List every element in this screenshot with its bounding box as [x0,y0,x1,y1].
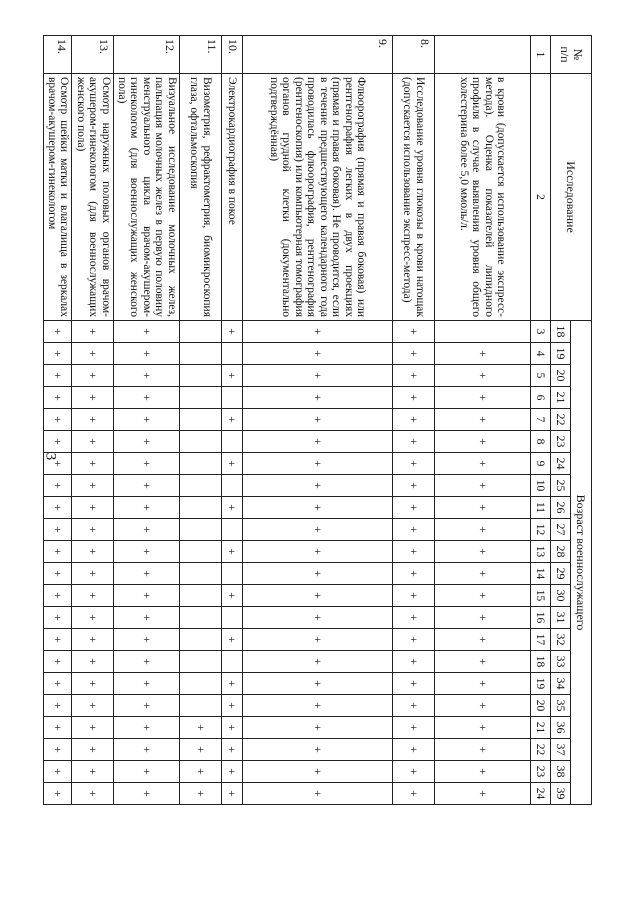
age-header: 18 [551,321,571,343]
age-mark-cell: + [114,541,180,563]
age-mark-cell: + [180,761,222,783]
age-mark-cell: + [114,409,180,431]
age-mark-cell [180,563,222,585]
age-mark-cell: + [435,343,531,365]
age-mark-cell [180,695,222,717]
age-mark-cell: + [393,497,435,519]
index-study: 2 [531,74,551,321]
age-mark-cell: + [72,409,114,431]
age-mark-cell: + [435,431,531,453]
table-row [393,36,435,805]
age-header: 20 [551,365,571,387]
age-mark-cell: + [393,431,435,453]
age-mark-cell: + [72,453,114,475]
age-mark-cell: + [72,673,114,695]
age-header: 39 [551,783,571,805]
age-mark-cell: + [435,475,531,497]
column-index: 10 [531,475,551,497]
age-mark-cell [180,585,222,607]
row-number: 12. [114,36,180,74]
study-description: Визометрия, рефрактометрия, биомикроскопия глаза, офтальмоскопия [180,74,222,321]
age-mark-cell: + [44,629,72,651]
row-number: 11. [180,36,222,74]
age-mark-cell: + [435,739,531,761]
age-mark-cell: + [393,321,435,343]
age-mark-cell: + [243,673,393,695]
age-mark-cell: + [243,343,393,365]
age-mark-cell: + [243,695,393,717]
age-header: 26 [551,497,571,519]
age-mark-cell: + [180,717,222,739]
column-index: 4 [531,343,551,365]
age-mark-cell: + [393,387,435,409]
age-header: 37 [551,739,571,761]
age-mark-cell: + [222,409,243,431]
study-description: Электрокардиография в покое [222,74,243,321]
age-mark-cell: + [435,673,531,695]
age-mark-cell: + [243,541,393,563]
age-mark-cell: + [72,343,114,365]
age-header: 31 [551,607,571,629]
age-mark-cell [435,321,531,343]
age-mark-cell: + [114,343,180,365]
age-header: 22 [551,409,571,431]
age-mark-cell: + [114,519,180,541]
age-mark-cell: + [393,651,435,673]
row-number [435,36,531,74]
age-mark-cell: + [44,717,72,739]
rotated-table-container [46,35,592,803]
age-mark-cell: + [114,629,180,651]
study-description: Визуальное исследование молочных желез, пальпация молочных желез в первую половину менструального цикла врачом-акушером-гинекологом (для военнослужащих женского пола) [114,74,180,321]
age-mark-cell: + [44,409,72,431]
column-index: 20 [531,695,551,717]
age-mark-cell: + [222,717,243,739]
study-description: Осмотр шейки матки и влагалища в зеркалах врачом-акушером-гинекологом [44,74,72,321]
age-mark-cell: + [222,453,243,475]
age-mark-cell [180,673,222,695]
age-mark-cell: + [243,321,393,343]
age-mark-cell: + [222,739,243,761]
age-mark-cell: + [44,563,72,585]
age-header: 32 [551,629,571,651]
age-mark-cell: + [243,739,393,761]
age-mark-cell: + [243,563,393,585]
age-mark-cell: + [114,497,180,519]
column-index-row [531,36,551,805]
age-mark-cell: + [44,343,72,365]
age-mark-cell: + [72,783,114,805]
age-mark-cell: + [72,563,114,585]
age-mark-cell: + [72,497,114,519]
age-mark-cell [180,365,222,387]
age-header: 35 [551,695,571,717]
column-index: 12 [531,519,551,541]
age-header: 19 [551,343,571,365]
column-index: 8 [531,431,551,453]
age-mark-cell: + [222,673,243,695]
study-description: Осмотр наружных половых органов врачом-акушером-гинекологом (для военнослужащих женского пола) [72,74,114,321]
age-mark-cell: + [435,453,531,475]
age-mark-cell: + [44,321,72,343]
row-number: 8. [393,36,435,74]
age-mark-cell: + [435,519,531,541]
age-mark-cell: + [114,673,180,695]
column-index: 9 [531,453,551,475]
row-number: 13. [72,36,114,74]
age-mark-cell: + [393,365,435,387]
table-row [435,36,531,805]
column-index: 18 [531,651,551,673]
age-mark-cell: + [44,695,72,717]
age-mark-cell: + [243,629,393,651]
age-mark-cell: + [222,629,243,651]
header-row-1 [571,36,592,805]
age-mark-cell: + [435,695,531,717]
age-mark-cell: + [72,541,114,563]
age-mark-cell: + [393,629,435,651]
age-mark-cell: + [114,387,180,409]
age-mark-cell: + [180,739,222,761]
age-mark-cell: + [44,651,72,673]
table-row [114,36,180,805]
age-mark-cell [222,387,243,409]
age-mark-cell: + [72,629,114,651]
age-mark-cell: + [435,387,531,409]
column-index: 5 [531,365,551,387]
age-mark-cell [222,431,243,453]
age-mark-cell: + [114,717,180,739]
page-number: 3 [42,452,59,461]
age-mark-cell: + [393,739,435,761]
age-mark-cell: + [243,519,393,541]
age-mark-cell: + [114,739,180,761]
age-mark-cell: + [72,431,114,453]
age-mark-cell: + [44,519,72,541]
age-mark-cell: + [393,409,435,431]
row-number: 9. [243,36,393,74]
age-mark-cell [222,651,243,673]
age-mark-cell: + [435,585,531,607]
age-mark-cell: + [72,519,114,541]
age-mark-cell: + [44,585,72,607]
age-mark-cell: + [44,431,72,453]
age-mark-cell: + [222,497,243,519]
age-mark-cell: + [114,563,180,585]
age-mark-cell: + [393,541,435,563]
age-mark-cell: + [44,673,72,695]
age-mark-cell: + [114,365,180,387]
column-index: 11 [531,497,551,519]
column-index: 3 [531,321,551,343]
age-header: 28 [551,541,571,563]
age-mark-cell: + [435,409,531,431]
age-mark-cell [180,321,222,343]
age-mark-cell: + [435,651,531,673]
age-mark-cell [180,607,222,629]
age-header: 36 [551,717,571,739]
age-mark-cell [180,409,222,431]
table-row [44,36,72,805]
age-mark-cell: + [44,387,72,409]
age-mark-cell: + [114,475,180,497]
column-index: 6 [531,387,551,409]
age-mark-cell: + [222,585,243,607]
age-mark-cell: + [243,585,393,607]
table-row [180,36,222,805]
age-mark-cell: + [72,607,114,629]
age-mark-cell: + [435,541,531,563]
age-mark-cell: + [44,541,72,563]
header-study: Исследование [551,74,592,321]
row-number: 10. [222,36,243,74]
age-mark-cell [180,453,222,475]
age-mark-cell [222,343,243,365]
age-mark-cell: + [44,497,72,519]
header-age-group: Возраст военнослужащего [571,321,592,805]
column-index: 13 [531,541,551,563]
age-header: 33 [551,651,571,673]
age-mark-cell: + [72,761,114,783]
age-mark-cell: + [435,563,531,585]
age-mark-cell: + [44,365,72,387]
age-mark-cell: + [72,739,114,761]
age-mark-cell [180,431,222,453]
age-mark-cell: + [243,431,393,453]
study-description: Исследование уровня глюкозы в крови натощак (допускается использование экспресс-метода) [393,74,435,321]
age-mark-cell: + [114,651,180,673]
age-mark-cell [180,387,222,409]
age-header: 27 [551,519,571,541]
column-index: 22 [531,739,551,761]
age-mark-cell: + [393,453,435,475]
age-mark-cell: + [393,761,435,783]
column-index: 24 [531,783,551,805]
age-mark-cell [180,343,222,365]
age-mark-cell: + [243,409,393,431]
age-mark-cell: + [435,497,531,519]
age-mark-cell: + [435,717,531,739]
age-header: 21 [551,387,571,409]
age-mark-cell: + [72,717,114,739]
age-mark-cell: + [114,607,180,629]
age-mark-cell: + [393,519,435,541]
age-mark-cell: + [393,607,435,629]
age-mark-cell: + [243,475,393,497]
age-header: 23 [551,431,571,453]
age-mark-cell [180,497,222,519]
age-mark-cell [180,629,222,651]
age-mark-cell [180,475,222,497]
table-row [72,36,114,805]
age-mark-cell: + [222,365,243,387]
age-mark-cell: + [393,717,435,739]
age-mark-cell: + [72,695,114,717]
age-mark-cell [222,607,243,629]
age-mark-cell: + [180,783,222,805]
age-mark-cell: + [243,497,393,519]
age-mark-cell [180,541,222,563]
table-row [243,36,393,805]
column-index: 23 [531,761,551,783]
age-mark-cell: + [72,321,114,343]
age-mark-cell: + [44,475,72,497]
age-mark-cell: + [114,783,180,805]
age-mark-cell: + [243,761,393,783]
study-description: в крови (допускается использование экспресс-метода). Оценка показателей липидного профиля в случае выявления уровня общего холестерина более 5,0 ммоль/л. [435,74,531,321]
age-mark-cell: + [72,475,114,497]
age-mark-cell: + [222,541,243,563]
age-mark-cell [222,475,243,497]
age-mark-cell: + [393,475,435,497]
age-mark-cell [222,519,243,541]
age-mark-cell: + [435,629,531,651]
age-mark-cell: + [393,563,435,585]
age-mark-cell: + [72,585,114,607]
age-mark-cell: + [435,607,531,629]
age-mark-cell: + [72,387,114,409]
age-mark-cell: + [114,321,180,343]
column-index: 7 [531,409,551,431]
age-mark-cell: + [44,739,72,761]
age-mark-cell: + [44,607,72,629]
age-mark-cell: + [435,783,531,805]
age-mark-cell: + [44,453,72,475]
age-mark-cell: + [435,365,531,387]
column-index: 15 [531,585,551,607]
column-index: 17 [531,629,551,651]
examination-table [44,35,593,805]
age-mark-cell: + [222,321,243,343]
age-mark-cell: + [222,761,243,783]
age-mark-cell: + [44,761,72,783]
column-index: 19 [531,673,551,695]
index-number: 1 [531,36,551,74]
age-mark-cell: + [243,453,393,475]
header-number: № п/п [551,36,592,74]
age-mark-cell: + [243,607,393,629]
age-header: 24 [551,453,571,475]
age-mark-cell: + [243,783,393,805]
age-header: 29 [551,563,571,585]
age-mark-cell: + [114,761,180,783]
age-mark-cell: + [243,651,393,673]
age-mark-cell: + [393,783,435,805]
column-index: 14 [531,563,551,585]
age-mark-cell [180,519,222,541]
age-mark-cell: + [114,453,180,475]
age-mark-cell: + [114,695,180,717]
age-header: 25 [551,475,571,497]
age-mark-cell: + [393,585,435,607]
age-mark-cell: + [72,365,114,387]
row-number: 14. [44,36,72,74]
age-header: 38 [551,761,571,783]
age-mark-cell: + [243,365,393,387]
age-header: 34 [551,673,571,695]
column-index: 16 [531,607,551,629]
age-mark-cell: + [435,761,531,783]
age-mark-cell: + [393,343,435,365]
age-mark-cell [222,563,243,585]
age-mark-cell: + [243,717,393,739]
age-mark-cell: + [44,783,72,805]
age-mark-cell: + [222,783,243,805]
age-mark-cell: + [243,387,393,409]
age-mark-cell: + [72,651,114,673]
age-mark-cell: + [393,673,435,695]
study-description: Флюорография (прямая и правая боковая) или рентгенография легких в двух проекциях (прямая и правая боковая). Не проводится, если в течение предшествующего календарного года проводилась флюорография, рентгенография (рентгеноскопия) или компьютерная томография органов грудной клетки (документально подтверждённая) [243,74,393,321]
age-mark-cell: + [114,585,180,607]
age-mark-cell [180,651,222,673]
age-mark-cell: + [393,695,435,717]
age-mark-cell: + [222,695,243,717]
table-row [222,36,243,805]
column-index: 21 [531,717,551,739]
age-header: 30 [551,585,571,607]
age-mark-cell: + [114,431,180,453]
